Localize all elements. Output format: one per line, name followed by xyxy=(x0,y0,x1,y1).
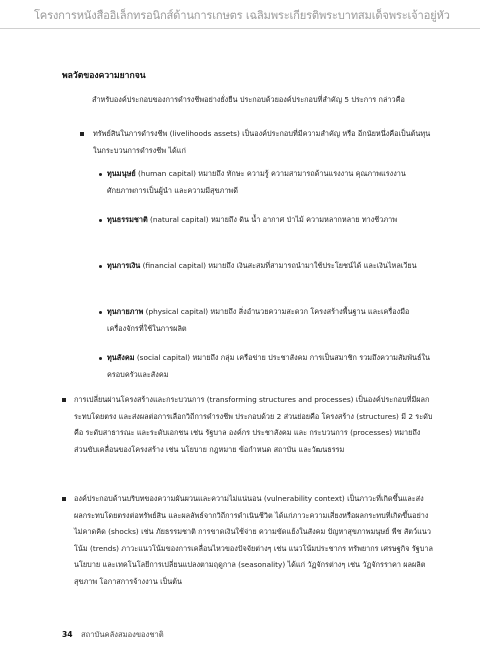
bullet-item xyxy=(74,491,436,590)
page-number: 34 xyxy=(62,630,73,639)
sub-item-term: ทุนกายภาพ xyxy=(107,307,144,316)
sub-item-term: ทุนมนุษย์ xyxy=(107,169,136,178)
sub-list-item xyxy=(107,258,433,275)
dot-bullet-icon xyxy=(99,173,102,176)
footer-publisher: สถาบันคลังสมองของชาติ xyxy=(81,630,164,639)
square-bullet-icon xyxy=(62,398,66,402)
section-title: พลวัตของความยากจน xyxy=(62,71,146,81)
sub-list-item xyxy=(107,350,433,383)
sub-list-item xyxy=(107,212,433,229)
sub-item-text: (human capital) หมายถึง ทักษะ ความรู้ ความสามารถด้านแรงงาน คุณภาพแรงงาน ศักยภาพการเป็นผู้นำ และความมีสุขภาพดี xyxy=(107,169,406,195)
sub-item-text: (physical capital) หมายถึง สิ่งอำนวยความสะดวก โครงสร้างพื้นฐาน และเครื่องมือเครื่องจักรที่ใช้ในการผลิต xyxy=(107,307,410,333)
bullet-item xyxy=(74,392,436,458)
intro-paragraph: สำหรับองค์ประกอบของการดำรงชีพอย่างยั่งยืน ประกอบด้วยองค์ประกอบที่สำคัญ 5 ประการ กล่าวคือ xyxy=(92,95,405,104)
sub-list-item xyxy=(107,304,433,337)
sub-item-term: ทุนสังคม xyxy=(107,353,135,362)
square-bullet-icon xyxy=(80,132,84,136)
page-footer xyxy=(62,629,164,641)
dot-bullet-icon xyxy=(99,219,102,222)
dot-bullet-icon xyxy=(99,265,102,268)
sub-item-text: (social capital) หมายถึง กลุ่ม เครือข่าย ประชาสังคม การเป็นสมาชิก รวมถึงความสัมพันธ์ในครอบครัวและสังคม xyxy=(107,353,431,379)
sub-item-text: (natural capital) หมายถึง ดิน น้ำ อากาศ ป่าไม้ ความหลากหลาย ทางชีวภาพ xyxy=(147,215,398,224)
dot-bullet-icon xyxy=(99,311,102,314)
sub-item-text: (financial capital) หมายถึง เงินสะสมที่สามารถนำมาใช้ประโยชน์ได้ และเงินไหลเวียน xyxy=(140,261,417,270)
page-header xyxy=(0,0,480,29)
header-title: โครงการหนังสืออิเล็กทรอนิกส์ด้านการเกษตร เฉลิมพระเกียรติพระบาทสมเด็จพระเจ้าอยู่หัว xyxy=(34,9,450,22)
dot-bullet-icon xyxy=(99,357,102,360)
sub-item-term: ทุนธรรมชาติ xyxy=(107,215,148,224)
bullet-text: การเปลี่ยนผ่านโครงสร้างและกระบวนการ (transforming structures and processes) เป็นองค์ประกอบที่มีผลกระทบโดยตรง และส่งผลต่อการเลือกวิถีการดำรงชีพ ประกอบด้วย 2 ส่วนย่อยคือ โครงสร้าง (structures) มี 2 ระดับคือ ระดับสาธารณะ และระดับเอกชน เช่น รัฐบาล องค์กร ประชาสังคม และ กระบวนการ (processes) หมายถึง ส่วนขับเคลื่อนของโครงสร้าง เช่น นโยบาย กฎหมาย ข้อกำหนด สถาบัน และวัฒนธรรม xyxy=(74,395,433,454)
square-bullet-icon xyxy=(62,497,66,501)
bullet-text: ทรัพย์สินในการดำรงชีพ (livelihoods assets) เป็นองค์ประกอบที่มีความสำคัญ หรือ อีกนัยหนึ่งคือเป็นต้นทุนในกระบวนการดำรงชีพ ได้แก่ xyxy=(93,129,431,155)
bullet-text: องค์ประกอบด้านบริบทของความผันผวนและความไม่แน่นอน (vulnerability context) เป็นภาวะที่เกิดขึ้นและส่งผลกระทบโดยตรงต่อทรัพย์สิน และผลลัพธ์จากวิถีการดำเนินชีวิต ได้แก่ภาวะความเสี่ยงหรือผลกระทบที่เกิดขึ้นอย่างไม่คาดคิด (shocks) เช่น ภัยธรรมชาติ การขาดเงินใช้จ่าย ความขัดแย้งในสังคม ปัญหาสุขภาพมนุษย์ พืช สัตว์แนวโน้ม (trends) ภาวะแนวโน้มของการเคลื่อนไหวของปัจจัยต่างๆ เช่น แนวโน้มประชากร ทรัพยากร เศรษฐกิจ รัฐบาล นโยบาย และเทคโนโลยีการเปลี่ยนแปลงตามฤดูกาล (seasonality) ได้แก่ วัฏจักรต่างๆ เช่น วัฏจักรราคา ผลผลิต สุขภาพ โอกาสการจ้างงาน เป็นต้น xyxy=(74,494,433,586)
sub-list-item xyxy=(107,166,433,199)
bullet-item xyxy=(93,126,435,159)
sub-item-term: ทุนการเงิน xyxy=(107,261,141,270)
